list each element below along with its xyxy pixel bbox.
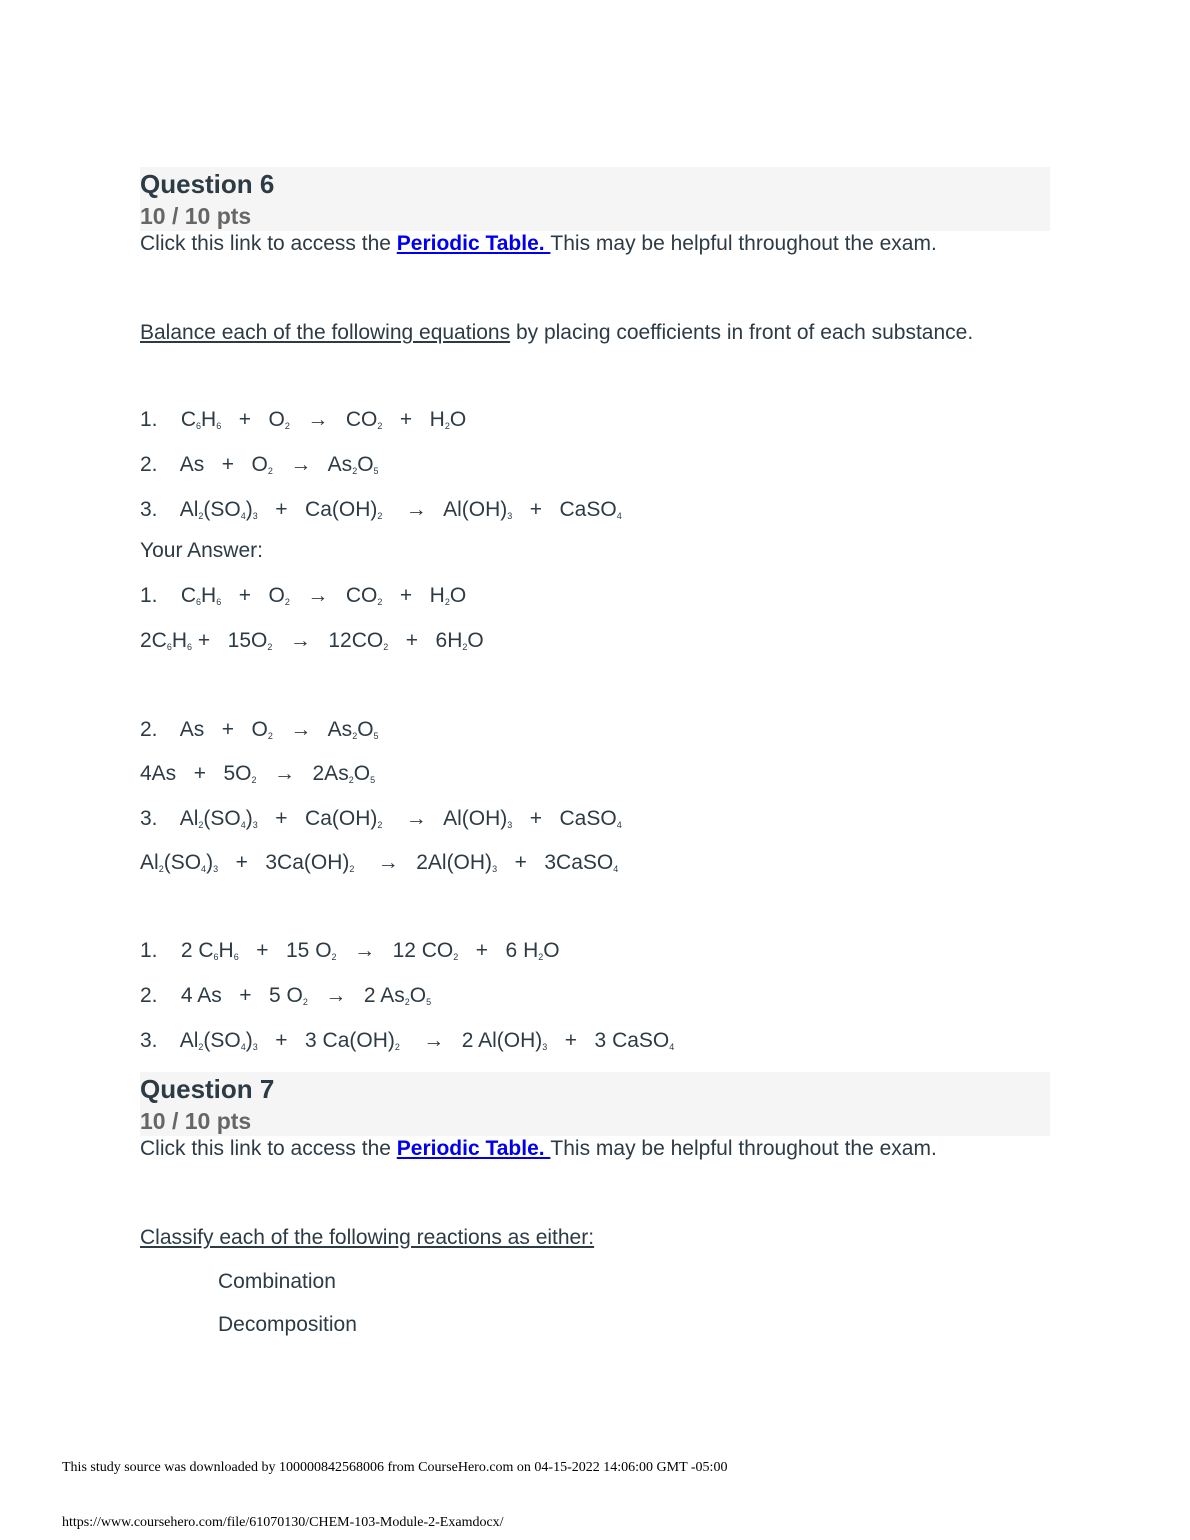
- option-decomposition: Decomposition: [218, 1313, 357, 1336]
- equation-3: 3. $Al_2(SO_4)_3 + Ca(OH)_2$ → $Al(OH)_3$ + CaSO$_4$: [140, 498, 622, 521]
- answer-balanced-2: $4As + 5O_2 \to 2As_2O_5$: [140, 762, 376, 785]
- equation-1: 1. $C_6H_6 + O_2 \to CO_2 + H_2O$: [140, 408, 467, 431]
- answer-balanced-1: $2C_6H_6 + 15O_2 \to 12CO_2 + 6H_2O$: [140, 629, 484, 652]
- key-equation-3: 3. $Al_2(SO_4)_3 + 3$ $Ca(OH)_2$ → 2 $Al(OH)_3 + 3$ CaSO$_4$: [140, 1029, 675, 1052]
- key-equation-1: 1. 2 $C_6H_6 + 15$ $O_2 \to 12$ $CO_2 + 6$ $H_2O$: [140, 939, 560, 962]
- question-7-header: [140, 1072, 1050, 1136]
- question-6-instructions: Balance each of the following equations by placing coefficients in front of each substance.: [140, 321, 974, 344]
- periodic-table-line: Click this link to access the Periodic Table. This may be helpful throughout the exam.: [140, 232, 937, 255]
- answer-balanced-3: $Al_2(SO_4)_3 + 3Ca(OH)_2$ → $2Al(OH)_3$ + 3CaSO$_4$: [140, 851, 619, 874]
- answer-equation-1: 1. $C_6H_6 + O_2 \to CO_2 + H_2O$: [140, 584, 467, 607]
- question-7-title: Question 7: [140, 1074, 275, 1104]
- periodic-table-link-q7[interactable]: Periodic Table.: [396, 1137, 551, 1160]
- option-combination: Combination: [218, 1270, 336, 1293]
- your-answer-label: Your Answer:: [140, 539, 263, 562]
- answer-equation-3: 3. $Al_2(SO_4)_3 + Ca(OH)_2$ → $Al(OH)_3$ + CaSO$_4$: [140, 807, 622, 830]
- download-notice: This study source was downloaded by 100000842568006 from CourseHero.com on 04-15-2022 14:06:00 GMT -05:00: [62, 1460, 728, 1475]
- question-7-instructions: Classify each of the following reactions as either:: [140, 1226, 595, 1249]
- question-6-title: Question 6: [140, 169, 275, 199]
- question-6-header: [140, 167, 1050, 231]
- key-equation-2: 2. 4 As + 5 $O_2 \to 2$ $As_2O_5$: [140, 984, 432, 1007]
- question-6-equations: [140, 407, 1050, 1072]
- question-content: [140, 167, 1050, 1338]
- source-url[interactable]: https://www.coursehero.com/file/61070130/CHEM-103-Module-2-Examdocx/: [62, 1515, 504, 1530]
- equation-2: 2. $As + O_2 \to As_2O_5$: [140, 453, 379, 476]
- answer-equation-2: 2. $As + O_2 \to As_2O_5$: [140, 718, 379, 741]
- question-6-points: 10 / 10 pts: [140, 203, 252, 229]
- question-7-points: 10 / 10 pts: [140, 1108, 252, 1134]
- periodic-table-line-q7: Click this link to access the Periodic Table. This may be helpful throughout the exam.: [140, 1137, 937, 1160]
- periodic-table-link[interactable]: Periodic Table.: [396, 232, 551, 255]
